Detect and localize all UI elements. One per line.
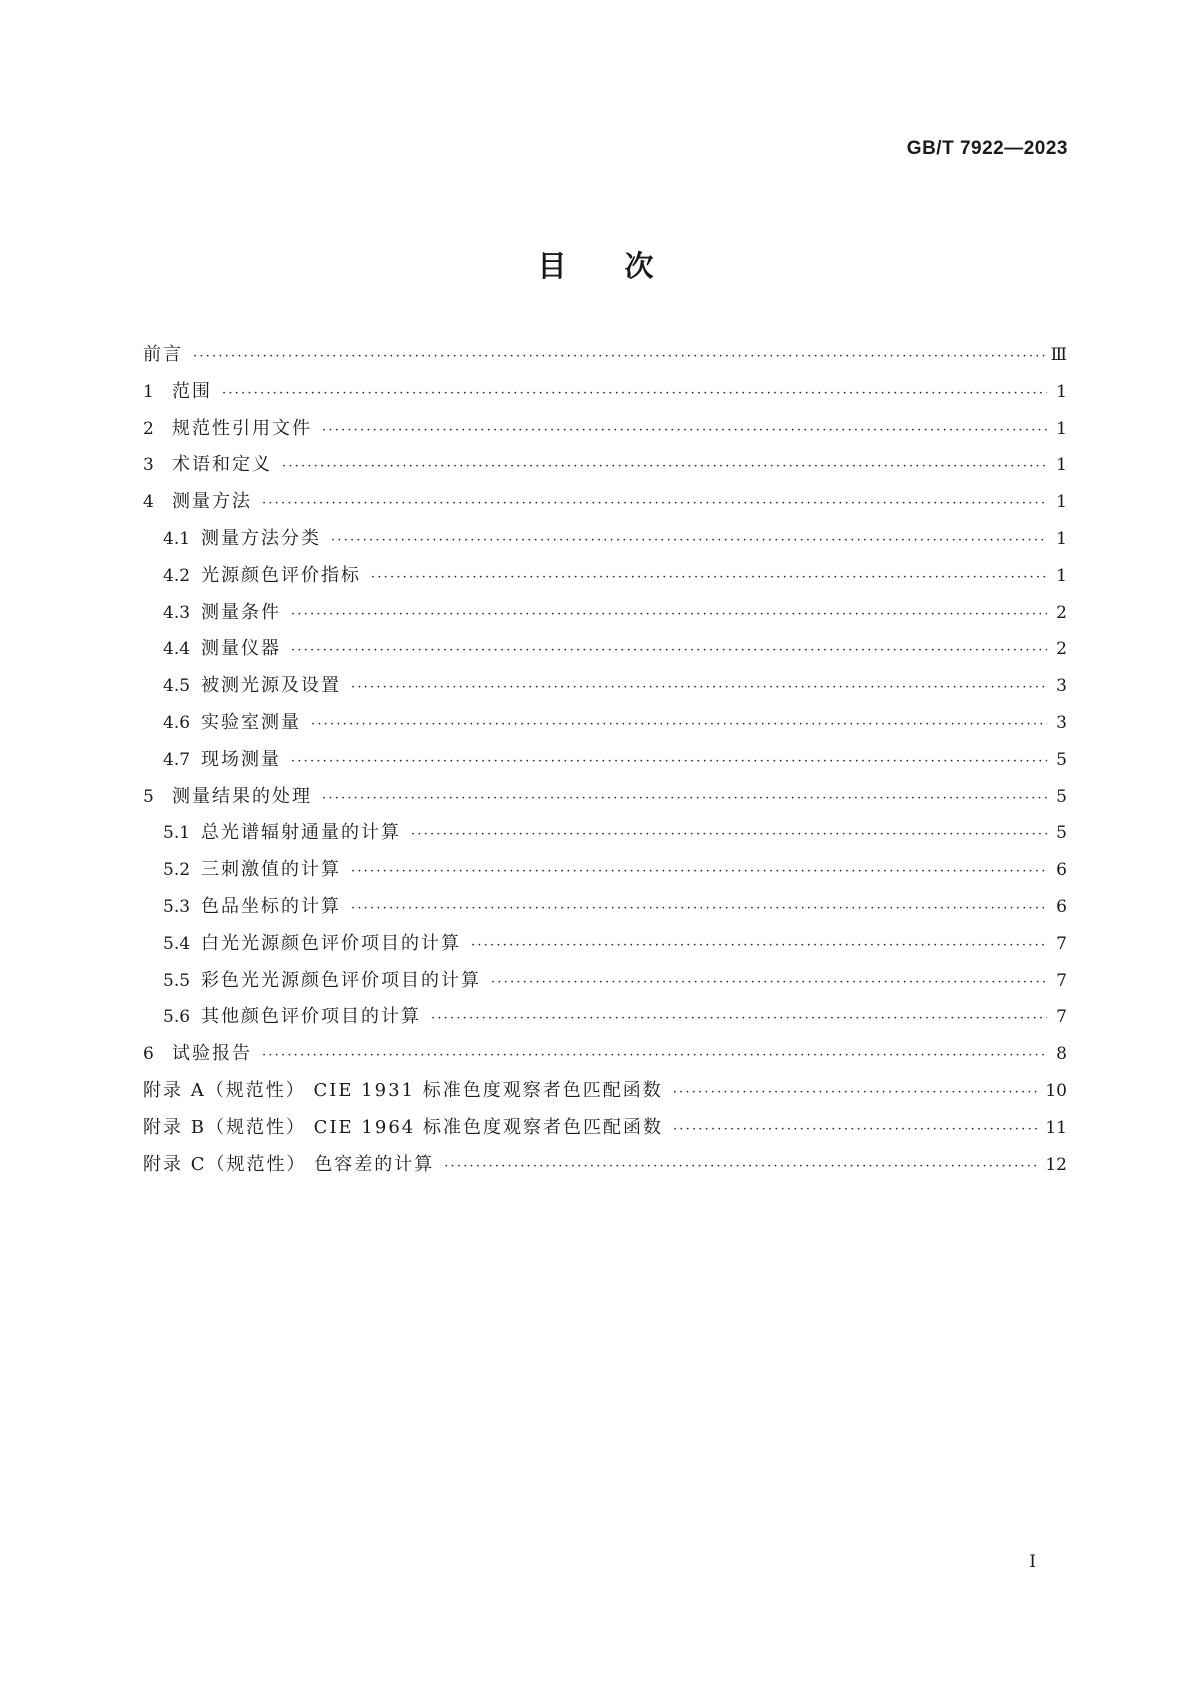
toc-entry[interactable] [143, 1002, 1067, 1039]
toc-entry[interactable] [143, 818, 1067, 855]
toc-entry-label: 实验室测量 [201, 711, 301, 733]
toc-entry-page: 5 [1056, 823, 1067, 844]
toc-entry[interactable] [143, 377, 1067, 414]
dot-leader [431, 1011, 1047, 1026]
toc-entry-label: 规范性引用文件 [172, 417, 312, 439]
dot-leader [291, 607, 1047, 622]
dot-leader [331, 533, 1047, 548]
toc-entry-label: 白光光源颜色评价项目的计算 [201, 932, 461, 954]
toc-entry[interactable] [143, 966, 1067, 1003]
dot-leader [282, 459, 1047, 474]
toc-entry[interactable] [143, 1076, 1067, 1113]
toc-entry[interactable] [143, 892, 1067, 929]
toc-entry[interactable] [143, 634, 1067, 671]
dot-leader [322, 423, 1047, 438]
toc-entry-number: 4.2 [163, 565, 191, 586]
toc-entry-label: 测量仪器 [201, 638, 281, 660]
toc-entry-label: 光源颜色评价指标 [201, 564, 361, 586]
dot-leader [371, 570, 1047, 585]
toc-entry-page: 3 [1056, 712, 1067, 733]
toc-entry-number: 4.1 [163, 528, 191, 549]
dot-leader [491, 975, 1047, 990]
toc-entry-number: 4.7 [163, 749, 191, 770]
toc-entry-number: 5.5 [163, 970, 191, 991]
toc-entry[interactable] [143, 1039, 1067, 1076]
toc-entry-label: 测量结果的处理 [172, 785, 312, 807]
toc-entry-number: 5.3 [163, 896, 191, 917]
toc-entry-number: 5.4 [163, 933, 191, 954]
toc-entry-label: 三刺激值的计算 [201, 859, 341, 881]
dot-leader [351, 901, 1047, 916]
toc-entry[interactable] [143, 782, 1067, 819]
toc-entry[interactable] [143, 524, 1067, 561]
toc-entry-label: 附录 B（规范性） CIE 1964 标准色度观察者色匹配函数 [143, 1116, 663, 1138]
toc-entry-page: 5 [1056, 786, 1067, 807]
toc-entry-label: 范围 [172, 380, 212, 402]
toc-entry-number: 4.6 [163, 712, 191, 733]
toc-entry-page: 6 [1056, 860, 1067, 881]
toc-entry[interactable] [143, 1113, 1067, 1150]
dot-leader [351, 680, 1047, 695]
toc-entry-number: 2 [143, 418, 154, 439]
dot-leader [411, 827, 1047, 842]
dot-leader [673, 1122, 1039, 1137]
dot-leader [311, 717, 1047, 732]
document-code: GB/T 7922—2023 [906, 138, 1068, 159]
toc-entry-number: 5.1 [163, 823, 191, 844]
toc-entry-label: 前言 [143, 344, 183, 365]
dot-leader [351, 864, 1047, 879]
toc-entry-label: 色品坐标的计算 [201, 895, 341, 917]
dot-leader [193, 349, 1045, 364]
toc-entry-page: 7 [1056, 1007, 1067, 1028]
toc-entry[interactable] [143, 598, 1067, 635]
toc-entry[interactable] [143, 929, 1067, 966]
dot-leader [222, 386, 1047, 401]
dot-leader [291, 643, 1047, 658]
toc-entry-page: Ⅲ [1050, 345, 1067, 365]
toc-entry-page: 7 [1056, 933, 1067, 954]
toc-entry[interactable] [143, 561, 1067, 598]
toc-entry[interactable] [143, 745, 1067, 782]
dot-leader [262, 496, 1047, 511]
dot-leader [262, 1048, 1047, 1063]
toc-entry[interactable] [143, 708, 1067, 745]
toc-entry[interactable] [143, 340, 1067, 377]
table-of-contents [143, 340, 1067, 1186]
dot-leader [322, 791, 1047, 806]
toc-entry-label: 附录 C（规范性） 色容差的计算 [143, 1153, 435, 1175]
toc-entry-number: 5.2 [163, 860, 191, 881]
toc-entry-number: 3 [143, 455, 154, 476]
toc-entry-page: 1 [1056, 418, 1067, 439]
toc-entry-label: 术语和定义 [172, 454, 272, 476]
toc-entry-page: 11 [1045, 1117, 1067, 1138]
toc-entry-page: 2 [1056, 639, 1067, 660]
toc-entry-label: 现场测量 [201, 748, 281, 770]
toc-entry-label: 测量方法 [172, 491, 252, 513]
toc-entry-number: 4.4 [163, 639, 191, 660]
toc-entry-page: 2 [1056, 602, 1067, 623]
dot-leader [673, 1085, 1040, 1100]
toc-entry[interactable] [143, 414, 1067, 451]
toc-entry-label: 附录 A（规范性） CIE 1931 标准色度观察者色匹配函数 [143, 1079, 663, 1101]
toc-entry-label: 其他颜色评价项目的计算 [201, 1006, 421, 1028]
dot-leader [291, 754, 1047, 769]
toc-entry-page: 10 [1045, 1080, 1067, 1101]
toc-entry-page: 5 [1056, 749, 1067, 770]
toc-entry-page: 12 [1045, 1154, 1067, 1175]
toc-entry-number: 4 [143, 492, 154, 513]
dot-leader [444, 1159, 1039, 1174]
toc-entry-page: 6 [1056, 896, 1067, 917]
dot-leader [471, 938, 1047, 953]
toc-entry-label: 测量条件 [201, 601, 281, 623]
toc-entry-number: 6 [143, 1044, 154, 1065]
toc-entry-page: 7 [1056, 970, 1067, 991]
toc-entry-label: 测量方法分类 [201, 527, 321, 549]
toc-entry-page: 1 [1056, 455, 1067, 476]
toc-entry[interactable] [143, 671, 1067, 708]
toc-entry-label: 被测光源及设置 [201, 675, 341, 697]
toc-entry[interactable] [143, 1150, 1067, 1187]
toc-entry[interactable] [143, 855, 1067, 892]
toc-entry-number: 5.6 [163, 1007, 191, 1028]
toc-entry-page: 1 [1056, 528, 1067, 549]
toc-entry-page: 1 [1056, 381, 1067, 402]
toc-entry-page: 8 [1056, 1044, 1067, 1065]
toc-entry-page: 1 [1056, 492, 1067, 513]
toc-entry-number: 4.3 [163, 602, 191, 623]
toc-entry-number: 1 [143, 381, 154, 402]
toc-entry-page: 3 [1056, 676, 1067, 697]
toc-entry-number: 4.5 [163, 676, 191, 697]
page-title: 目次 [537, 249, 712, 283]
page-number: I [1029, 1552, 1036, 1572]
toc-entry-label: 总光谱辐射通量的计算 [201, 822, 401, 844]
toc-entry[interactable] [143, 450, 1067, 487]
toc-entry-number: 5 [143, 786, 154, 807]
toc-entry-label: 试验报告 [172, 1043, 252, 1065]
toc-entry[interactable] [143, 487, 1067, 524]
toc-entry-label: 彩色光光源颜色评价项目的计算 [201, 969, 481, 991]
toc-entry-page: 1 [1056, 565, 1067, 586]
